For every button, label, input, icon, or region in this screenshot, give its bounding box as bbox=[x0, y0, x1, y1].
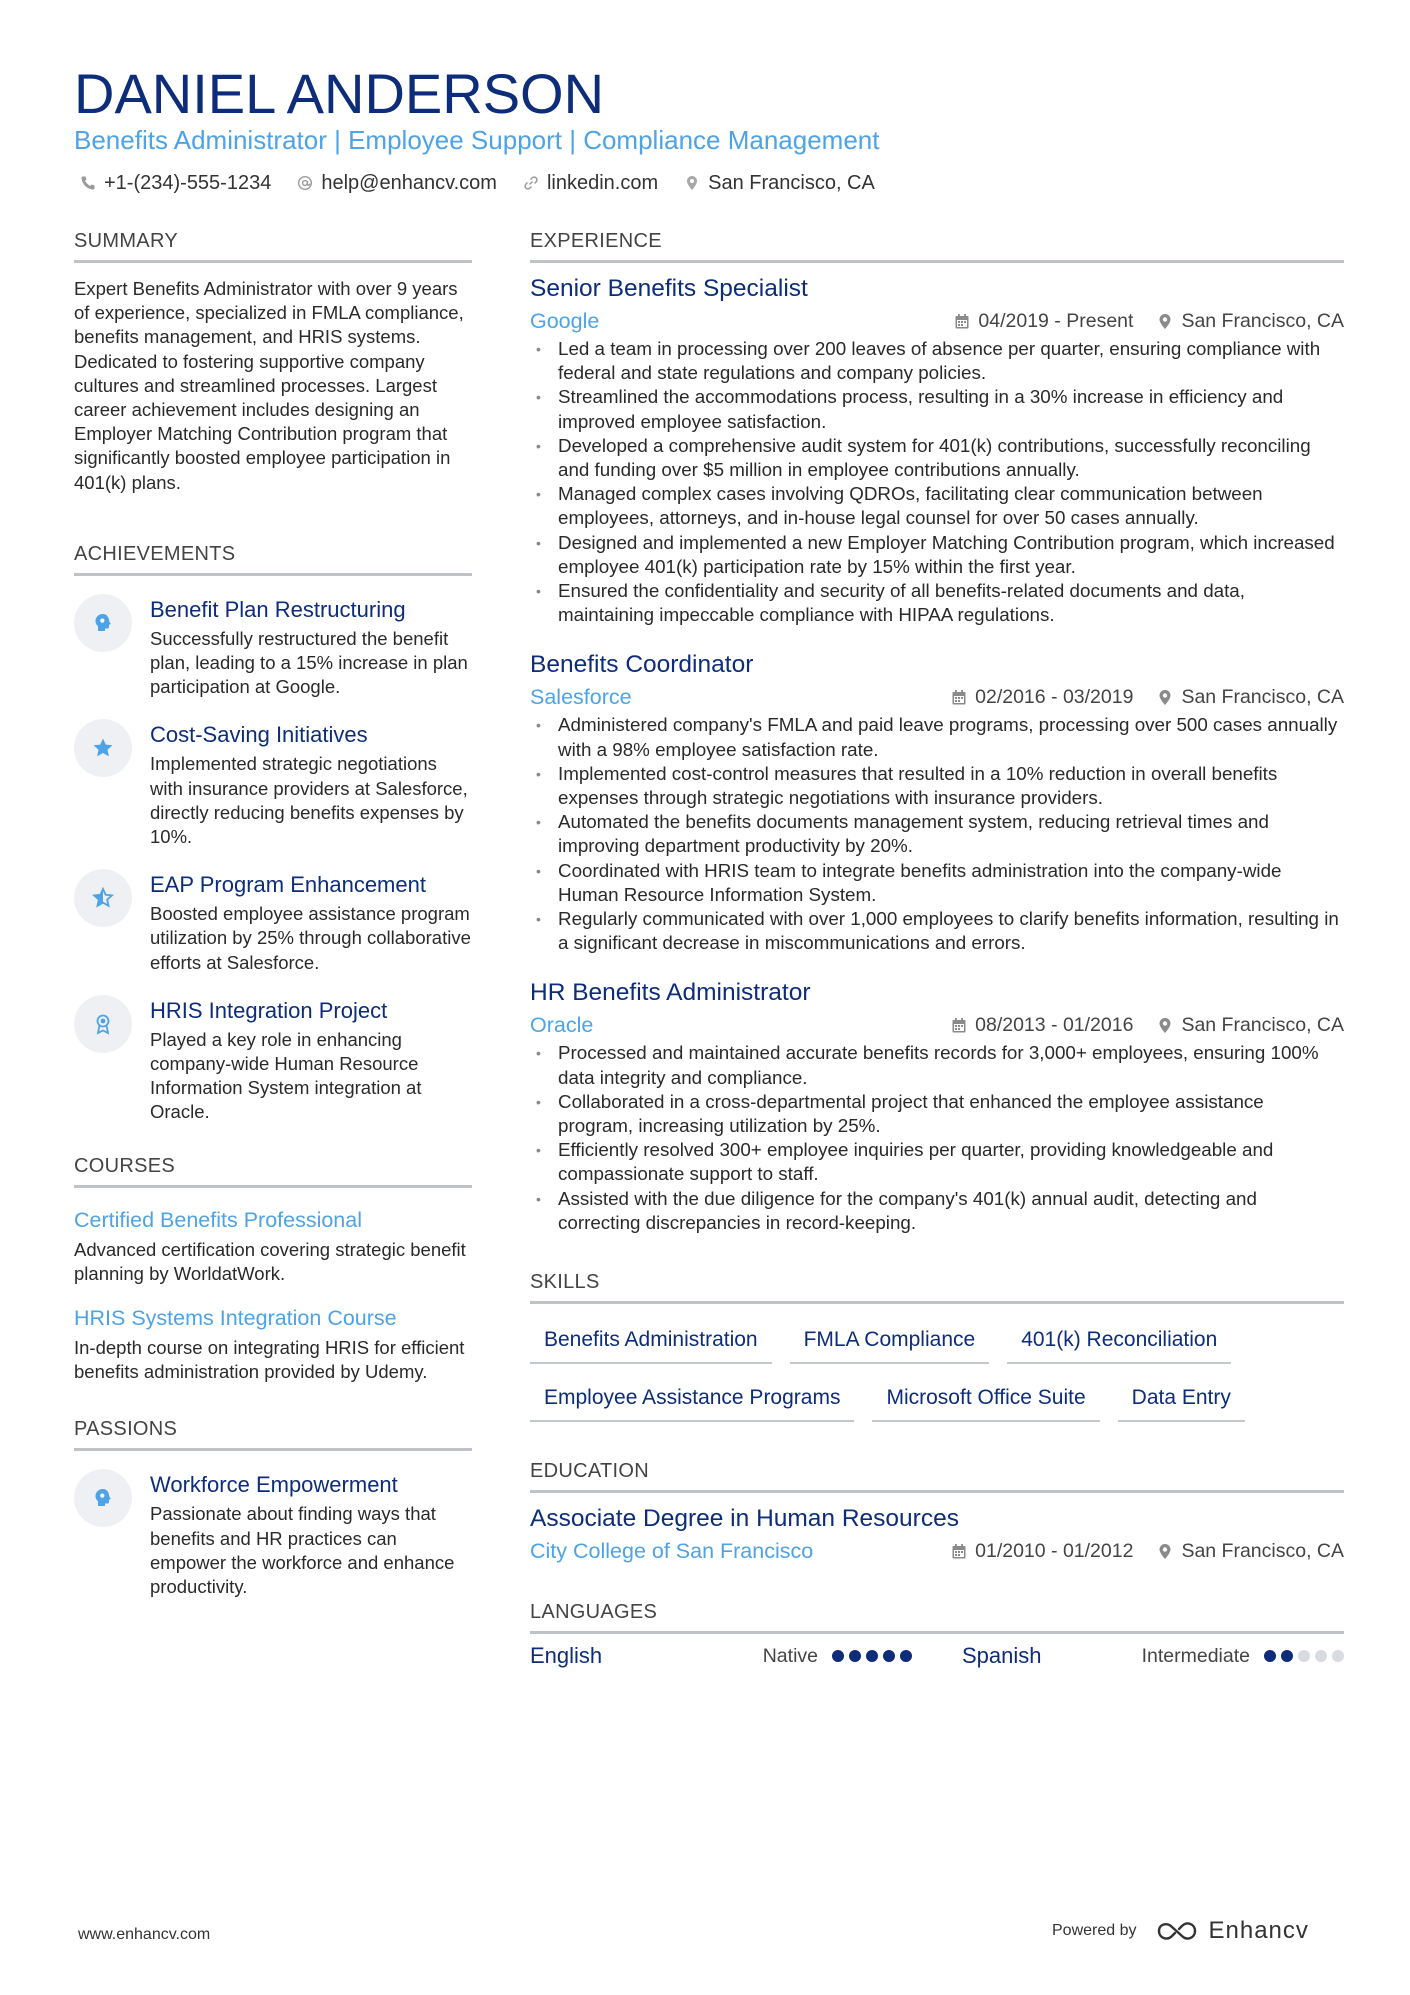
courses-heading: COURSES bbox=[74, 1153, 472, 1188]
education-heading: EDUCATION bbox=[530, 1458, 1344, 1493]
language-rating-dots bbox=[832, 1650, 912, 1662]
rating-dot-filled bbox=[1264, 1650, 1276, 1662]
job-dates-text: 02/2016 - 03/2019 bbox=[975, 685, 1134, 708]
job-bullet: • Ensured the confidentiality and security of all benefits-related documents and data, maintaining impeccable compliance with HIPAA regulations. bbox=[530, 579, 1344, 627]
job-meta-details bbox=[954, 310, 1344, 333]
skill-tag: Data Entry bbox=[1118, 1378, 1245, 1422]
job-title: Senior Benefits Specialist bbox=[530, 275, 808, 302]
education-school: City College of San Francisco bbox=[530, 1539, 814, 1564]
language-item bbox=[530, 1642, 912, 1670]
summary-text: Expert Benefits Administrator with over 9 years of experience, specialized in FMLA compliance, benefits management, and HRIS systems. Dedicated to fostering supportive company cultures and streamlined processes. Largest career achievement includes designing an Employer Matching Contribution program that significantly boosted employee participation in 401(k) plans. bbox=[74, 278, 464, 493]
skill-tag: FMLA Compliance bbox=[790, 1320, 990, 1364]
skill-tag: Employee Assistance Programs bbox=[530, 1378, 854, 1422]
rating-dot-filled bbox=[849, 1650, 861, 1662]
right-column bbox=[530, 228, 1344, 1670]
job-entry bbox=[530, 977, 1344, 1235]
education-meta-details bbox=[951, 1540, 1344, 1563]
brand-name: Enhancv bbox=[1208, 1917, 1309, 1944]
courses-section bbox=[74, 1153, 472, 1385]
rating-dot-filled bbox=[832, 1650, 844, 1662]
job-location-text: San Francisco, CA bbox=[1181, 685, 1344, 708]
brain-head-icon bbox=[91, 611, 115, 635]
job-bullet: • Administered company's FMLA and paid leave programs, processing over 500 cases annually with a 98% employee satisfaction rate. bbox=[530, 713, 1344, 761]
job-location bbox=[1157, 686, 1344, 709]
location-pin-icon bbox=[1157, 689, 1173, 706]
job-company: Oracle bbox=[530, 1013, 594, 1038]
award-medal-icon bbox=[91, 1012, 115, 1036]
education-dates bbox=[951, 1540, 1133, 1563]
course-text: Advanced certification covering strategic benefit planning by WorldatWork. bbox=[74, 1238, 466, 1284]
calendar-icon bbox=[951, 689, 967, 706]
rating-dot-filled bbox=[883, 1650, 895, 1662]
achievement-icon-wrap bbox=[74, 995, 132, 1053]
job-bullet: • Regularly communicated with over 1,000 employees to clarify benefits information, resulting in a significant decrease in miscommunications and errors. bbox=[530, 907, 1344, 955]
phone-icon bbox=[80, 175, 96, 191]
powered-by-text: Powered by bbox=[1052, 1922, 1137, 1939]
course-item bbox=[74, 1304, 472, 1384]
contact-location bbox=[684, 170, 875, 196]
location-pin-icon bbox=[684, 175, 700, 191]
job-company: Google bbox=[530, 309, 600, 333]
achievement-title: EAP Program Enhancement bbox=[150, 872, 426, 898]
passion-text: Passionate about finding ways that benefits and HR practices can empower the workforce and enhance productivity. bbox=[150, 1503, 455, 1598]
rating-dot-filled bbox=[1281, 1650, 1293, 1662]
calendar-icon bbox=[951, 1543, 967, 1560]
left-column bbox=[74, 228, 472, 1621]
passion-title: Workforce Empowerment bbox=[150, 1472, 398, 1498]
achievements-section bbox=[74, 541, 472, 1125]
contact-bar bbox=[80, 170, 875, 196]
job-bullet: • Developed a comprehensive audit system for 401(k) contributions, successfully reconciling and funding over $5 million in employee contributions annually. bbox=[530, 434, 1344, 482]
languages-list bbox=[530, 1642, 1344, 1670]
contact-phone-text: +1-(234)-555-1234 bbox=[104, 172, 272, 194]
skills-list bbox=[530, 1316, 1344, 1422]
achievement-content bbox=[150, 596, 472, 700]
language-name: Spanish bbox=[962, 1643, 1042, 1669]
contact-phone bbox=[80, 170, 271, 196]
job-bullet: • Collaborated in a cross-departmental project that enhanced the employee assistance program, increasing utilization by 25%. bbox=[530, 1090, 1344, 1138]
calendar-icon bbox=[954, 313, 970, 330]
job-meta bbox=[530, 307, 1344, 335]
achievement-text: Played a key role in enhancing company-wide Human Resource Information System integration at Oracle. bbox=[150, 1028, 422, 1123]
language-rating-dots bbox=[1264, 1650, 1344, 1662]
achievement-text: Boosted employee assistance program utilization by 25% through collaborative efforts at Salesforce. bbox=[150, 903, 471, 973]
brand-logo[interactable] bbox=[1155, 1917, 1309, 1945]
rating-dot-filled bbox=[866, 1650, 878, 1662]
job-bullets bbox=[530, 713, 1344, 955]
candidate-tagline: Benefits Administrator | Employee Support | Compliance Management bbox=[74, 125, 880, 155]
education-location-text: San Francisco, CA bbox=[1181, 1539, 1344, 1562]
achievement-content bbox=[150, 997, 472, 1125]
experience-heading: EXPERIENCE bbox=[530, 228, 1344, 263]
achievements-heading: ACHIEVEMENTS bbox=[74, 541, 472, 576]
language-proficiency bbox=[763, 1645, 912, 1668]
language-proficiency bbox=[1142, 1645, 1344, 1668]
skills-heading: SKILLS bbox=[530, 1269, 1344, 1304]
rating-dot-filled bbox=[900, 1650, 912, 1662]
job-title: HR Benefits Administrator bbox=[530, 979, 811, 1007]
skills-section bbox=[530, 1269, 1344, 1422]
passion-item bbox=[74, 1471, 472, 1599]
contact-linkedin[interactable] bbox=[523, 170, 658, 196]
brain-head-icon bbox=[91, 1486, 115, 1510]
link-icon bbox=[523, 175, 539, 191]
footer-branding bbox=[1052, 1917, 1309, 1945]
job-bullet: • Implemented cost-control measures that resulted in a 10% reduction in overall benefits expenses through strategic negotiations with insurance providers. bbox=[530, 762, 1344, 810]
achievement-title: HRIS Integration Project bbox=[150, 997, 388, 1023]
job-bullet: • Efficiently resolved 300+ employee inquiries per quarter, providing knowledgeable and compassionate support to staff. bbox=[530, 1138, 1344, 1186]
job-meta-details bbox=[951, 686, 1344, 709]
education-degree: Associate Degree in Human Resources bbox=[530, 1505, 959, 1533]
job-dates bbox=[951, 686, 1133, 709]
job-dates bbox=[951, 1014, 1133, 1037]
job-bullet: • Designed and implemented a new Employer Matching Contribution program, which increased employee 401(k) participation rate by 15% within the first year. bbox=[530, 531, 1344, 579]
languages-section bbox=[530, 1599, 1344, 1670]
language-name: English bbox=[530, 1643, 603, 1669]
job-bullet: • Streamlined the accommodations process, resulting in a 30% increase in efficiency and improved employee satisfaction. bbox=[530, 385, 1344, 433]
contact-email[interactable] bbox=[297, 170, 497, 196]
job-bullet: • Managed complex cases involving QDROs, facilitating clear communication between employees, attorneys, and in-house legal counsel for over 50 cases annually. bbox=[530, 482, 1344, 530]
achievement-icon-wrap bbox=[74, 869, 132, 927]
job-title: Benefits Coordinator bbox=[530, 651, 754, 679]
language-level: Native bbox=[762, 1644, 818, 1667]
contact-email-text: help@enhancv.com bbox=[321, 172, 497, 194]
job-bullet: • Led a team in processing over 200 leaves of absence per quarter, ensuring compliance with federal and state regulations and company policies. bbox=[530, 337, 1344, 385]
contact-location-text: San Francisco, CA bbox=[708, 172, 875, 194]
summary-heading: SUMMARY bbox=[74, 228, 472, 263]
job-location bbox=[1157, 1014, 1344, 1037]
rating-dot-empty bbox=[1298, 1650, 1310, 1662]
job-company: Salesforce bbox=[530, 685, 632, 710]
achievement-item bbox=[74, 596, 472, 700]
languages-heading: LANGUAGES bbox=[530, 1599, 1344, 1634]
star-icon bbox=[91, 736, 115, 760]
job-meta bbox=[530, 1011, 1344, 1039]
course-text: In-depth course on integrating HRIS for efficient benefits administration provided by Udemy. bbox=[74, 1337, 465, 1383]
rating-dot-empty bbox=[1332, 1650, 1344, 1662]
job-dates-text: 08/2013 - 01/2016 bbox=[975, 1013, 1134, 1036]
course-title: HRIS Systems Integration Course bbox=[74, 1306, 397, 1331]
contact-linkedin-text: linkedin.com bbox=[546, 172, 659, 194]
rating-dot-empty bbox=[1315, 1650, 1327, 1662]
achievement-item bbox=[74, 997, 472, 1125]
course-item bbox=[74, 1206, 472, 1286]
achievement-text: Implemented strategic negotiations with insurance providers at Salesforce, directly reducing benefits expenses by 10%. bbox=[150, 753, 468, 848]
job-entry bbox=[530, 649, 1344, 955]
education-section bbox=[530, 1458, 1344, 1565]
candidate-name: DANIEL ANDERSON bbox=[74, 62, 605, 125]
at-sign-icon bbox=[297, 175, 313, 191]
job-bullets bbox=[530, 1041, 1344, 1235]
footer-website[interactable]: www.enhancv.com bbox=[78, 1926, 211, 1943]
achievement-item bbox=[74, 871, 472, 975]
skill-tag: Benefits Administration bbox=[530, 1320, 772, 1364]
calendar-icon bbox=[951, 1017, 967, 1034]
summary-section bbox=[74, 228, 472, 495]
language-item bbox=[962, 1642, 1344, 1670]
experience-section bbox=[530, 228, 1344, 1235]
location-pin-icon bbox=[1157, 313, 1173, 330]
achievement-title: Cost-Saving Initiatives bbox=[150, 722, 368, 748]
job-dates bbox=[954, 310, 1133, 333]
enhancv-logo-icon bbox=[1155, 1918, 1199, 1944]
job-bullets bbox=[530, 337, 1344, 627]
star-outline-icon bbox=[91, 886, 115, 910]
language-level: Intermediate bbox=[1141, 1644, 1250, 1667]
job-location bbox=[1157, 310, 1344, 333]
job-location-text: San Francisco, CA bbox=[1181, 309, 1344, 332]
passions-section bbox=[74, 1416, 472, 1599]
course-title: Certified Benefits Professional bbox=[74, 1207, 363, 1232]
job-bullet: • Coordinated with HRIS team to integrate benefits administration into the company-wide Human Resource Information System. bbox=[530, 859, 1344, 907]
job-meta bbox=[530, 683, 1344, 711]
education-meta bbox=[530, 1537, 1344, 1565]
job-bullet: • Assisted with the due diligence for the company's 401(k) annual audit, detecting and correcting discrepancies in record-keeping. bbox=[530, 1187, 1344, 1235]
job-dates-text: 04/2019 - Present bbox=[978, 309, 1134, 332]
passion-icon-wrap bbox=[74, 1469, 132, 1527]
achievement-icon-wrap bbox=[74, 719, 132, 777]
achievement-text: Successfully restructured the benefit plan, leading to a 15% increase in plan participation at Google. bbox=[150, 627, 468, 698]
passion-content bbox=[150, 1471, 472, 1599]
skill-tag: Microsoft Office Suite bbox=[872, 1378, 1099, 1422]
achievement-item bbox=[74, 721, 472, 849]
location-pin-icon bbox=[1157, 1017, 1173, 1034]
achievement-content bbox=[150, 871, 472, 975]
achievement-content bbox=[150, 721, 472, 849]
job-location-text: San Francisco, CA bbox=[1181, 1013, 1344, 1036]
education-dates-text: 01/2010 - 01/2012 bbox=[975, 1539, 1134, 1562]
achievement-icon-wrap bbox=[74, 594, 132, 652]
job-meta-details bbox=[951, 1014, 1344, 1037]
education-location bbox=[1157, 1540, 1344, 1563]
achievement-title: Benefit Plan Restructuring bbox=[150, 596, 406, 622]
passions-heading: PASSIONS bbox=[74, 1416, 472, 1451]
location-pin-icon bbox=[1157, 1543, 1173, 1560]
job-bullet: • Processed and maintained accurate benefits records for 3,000+ employees, ensuring 100% data integrity and compliance. bbox=[530, 1041, 1344, 1089]
job-bullet: • Automated the benefits documents management system, reducing retrieval times and improving department productivity by 20%. bbox=[530, 810, 1344, 858]
skill-tag: 401(k) Reconciliation bbox=[1007, 1320, 1231, 1364]
job-entry bbox=[530, 273, 1344, 627]
